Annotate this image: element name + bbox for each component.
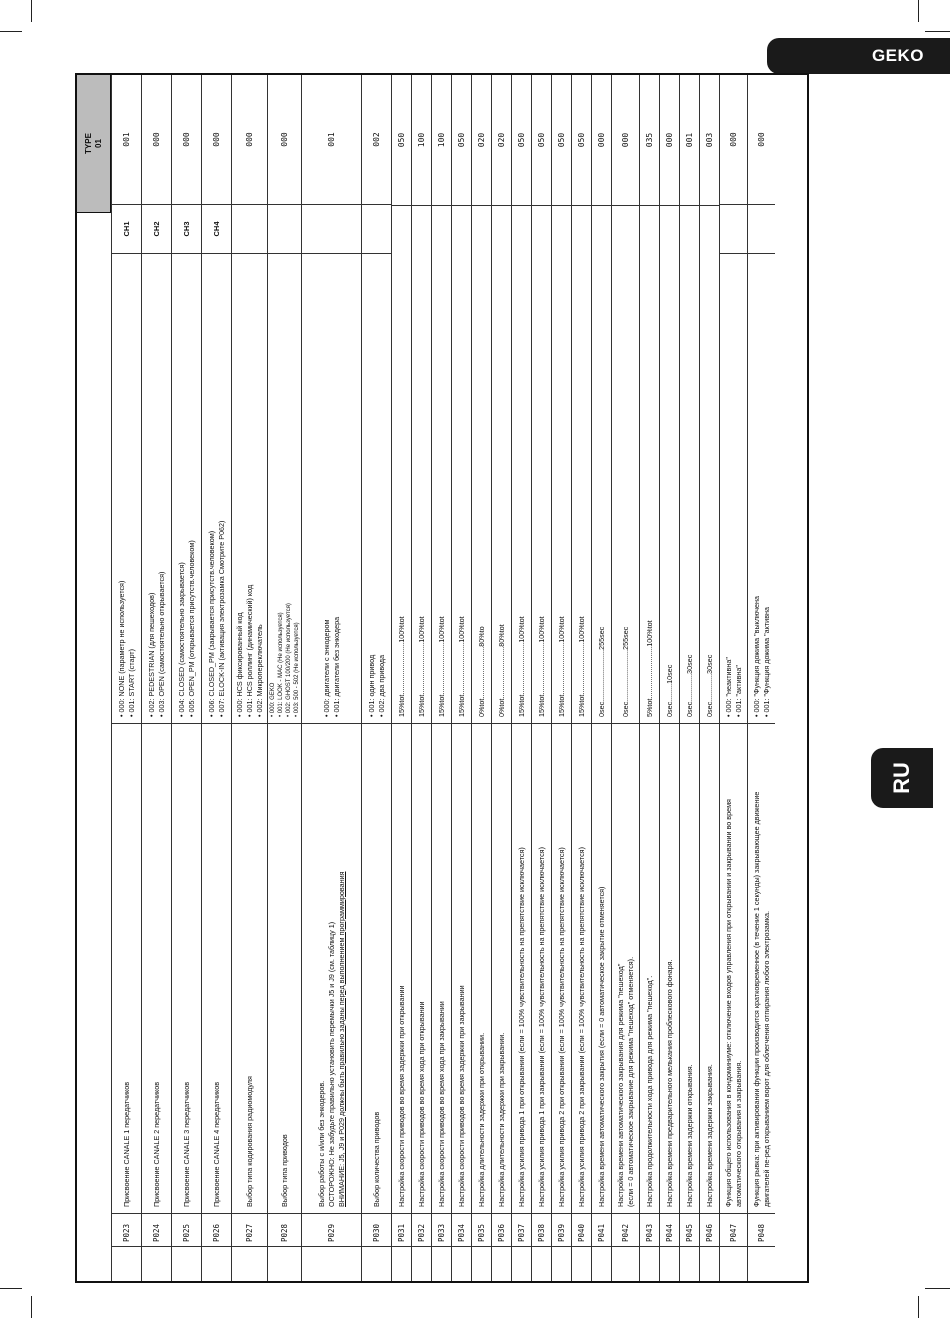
parameter-options bbox=[720, 253, 747, 723]
crop-mark bbox=[918, 0, 919, 22]
header-blank bbox=[77, 213, 111, 1281]
parameter-code: P037 bbox=[512, 1213, 531, 1246]
parameter-options bbox=[748, 253, 775, 723]
description-line: Функция общего использования в кондоминиуме: отключение входов управления при открывании и закрывании во время bbox=[723, 799, 733, 1207]
default-value: 002 bbox=[371, 132, 381, 147]
language-tab bbox=[871, 748, 933, 808]
crop-mark bbox=[0, 1288, 22, 1289]
description-line: Настройка усилия привода 1 при открывании (если = 100% чувствительность на препятствие исключается) bbox=[516, 847, 526, 1207]
parameter-description bbox=[512, 723, 531, 1213]
table-row bbox=[511, 75, 531, 1281]
table-row bbox=[591, 75, 611, 1281]
row-spacer bbox=[680, 1246, 699, 1281]
parameter-description bbox=[172, 723, 201, 1213]
crop-mark bbox=[31, 0, 32, 22]
crop-mark bbox=[31, 1296, 32, 1318]
table-row bbox=[301, 75, 361, 1281]
option-line: • 000: двигатели с энкодером bbox=[322, 260, 332, 717]
option-line: • 006: CLOSED_PM (закрывается присутств.человеком) bbox=[207, 260, 217, 717]
option-line: • 000: "неактивна" bbox=[724, 260, 734, 717]
channel-label bbox=[302, 204, 361, 253]
default-value: 000 bbox=[151, 132, 161, 147]
row-spacer bbox=[748, 1246, 775, 1281]
row-spacer bbox=[172, 1246, 201, 1281]
row-spacer bbox=[112, 1246, 141, 1281]
channel-label: CH1 bbox=[112, 204, 141, 253]
parameter-range bbox=[452, 205, 471, 723]
range-text: 15%tot..........................100%tot bbox=[556, 616, 566, 717]
row-spacer bbox=[660, 1246, 679, 1281]
row-spacer bbox=[302, 1246, 361, 1281]
parameter-description bbox=[432, 723, 451, 1213]
language-label: RU bbox=[889, 762, 914, 794]
range-text: 5%tot..........................100%tot bbox=[644, 620, 654, 717]
range-text: 0%tot..........................80%to bbox=[476, 626, 486, 717]
default-value: 050 bbox=[396, 132, 406, 148]
table-header bbox=[77, 75, 111, 1281]
channel-label: CH2 bbox=[142, 204, 171, 253]
table-row bbox=[491, 75, 511, 1281]
parameter-code: P041 bbox=[592, 1213, 611, 1246]
option-line: • 002: GHOST 100/200 (Не используется) bbox=[285, 260, 293, 717]
option-line: • 002: PEDESTRIAN (для пешеходов) bbox=[147, 260, 157, 717]
parameter-description bbox=[268, 723, 301, 1213]
default-value: 000 bbox=[279, 132, 289, 147]
range-text: 15%tot..........................100%tot bbox=[536, 616, 546, 717]
row-spacer bbox=[412, 1246, 431, 1281]
option-line: • 000: NONE (параметр не используется) bbox=[117, 260, 127, 717]
parameter-range bbox=[660, 205, 679, 723]
table-row bbox=[111, 75, 141, 1281]
parameter-code: P031 bbox=[392, 1213, 411, 1246]
table-row bbox=[719, 75, 747, 1281]
parameter-code: P047 bbox=[720, 1213, 747, 1246]
parameter-description bbox=[362, 723, 391, 1213]
option-line: • 001: LOOK - MAC (Не используется) bbox=[277, 260, 285, 717]
default-value: 003 bbox=[704, 132, 714, 148]
table-row bbox=[267, 75, 301, 1281]
parameter-description bbox=[748, 723, 775, 1213]
row-spacer bbox=[720, 1246, 747, 1281]
type-header bbox=[77, 75, 111, 213]
table-row bbox=[699, 75, 719, 1281]
description-line: двигателей пе-ред открыванием ворот для облегчения отпирания любого электрозамка. bbox=[761, 911, 771, 1207]
option-line: • 002: Микропереключатель bbox=[255, 260, 265, 717]
description-line: Настройка скорости приводов во время задержки при закрывании bbox=[456, 985, 466, 1207]
channel-label bbox=[748, 204, 775, 253]
parameter-options bbox=[202, 253, 231, 723]
parameter-code: P023 bbox=[112, 1213, 141, 1246]
description-line: Настройка времени автоматического закрывания для режима "пешеход" bbox=[615, 963, 625, 1207]
parameter-range bbox=[432, 205, 451, 723]
row-spacer bbox=[142, 1246, 171, 1281]
option-line: • 001: HCS роллинг (динамический) код bbox=[245, 260, 255, 717]
parameter-description bbox=[232, 723, 267, 1213]
parameter-description bbox=[202, 723, 231, 1213]
type-value: 01 bbox=[93, 139, 103, 148]
row-spacer bbox=[700, 1246, 719, 1281]
parameter-description bbox=[640, 723, 659, 1213]
parameter-description bbox=[552, 723, 571, 1213]
table-row bbox=[361, 75, 391, 1281]
description-line: Настройка скорости приводов во время задержки при открывании bbox=[396, 985, 406, 1207]
description-line: Присвоение CANALE 3 передатчиков bbox=[181, 1081, 191, 1207]
description-line: Настройка времени автоматического закрытия (если = 0 автоматическое закрытие отменяется) bbox=[596, 886, 606, 1207]
range-text: 0sec..........................255sec bbox=[596, 626, 606, 717]
brand-tab bbox=[767, 38, 950, 74]
parameter-description bbox=[492, 723, 511, 1213]
table-row bbox=[551, 75, 571, 1281]
row-spacer bbox=[640, 1246, 659, 1281]
parameter-code: P048 bbox=[748, 1213, 775, 1246]
parameter-code: P029 bbox=[302, 1213, 361, 1246]
parameter-description bbox=[532, 723, 551, 1213]
default-value: 000 bbox=[181, 132, 191, 147]
parameter-options bbox=[172, 253, 201, 723]
description-line: ОСТОРОЖНО: Не забудьте правильно установить перемычки J5 и J9 (см. таблицу 1) bbox=[326, 921, 336, 1207]
parameter-code: P034 bbox=[452, 1213, 471, 1246]
parameter-code: P024 bbox=[142, 1213, 171, 1246]
description-line: ВНИМАНИЕ: J5, J9 и P029 должны быть правильно заданы перед выполнением программирования bbox=[336, 871, 346, 1207]
description-line: Присвоение CANALE 4 передатчиков bbox=[211, 1081, 221, 1207]
row-spacer bbox=[512, 1246, 531, 1281]
table-row bbox=[679, 75, 699, 1281]
parameter-description bbox=[412, 723, 431, 1213]
parameter-range bbox=[492, 205, 511, 723]
description-line: Настройка скорости приводов во время хода при закрывании bbox=[436, 1001, 446, 1207]
row-spacer bbox=[592, 1246, 611, 1281]
row-spacer bbox=[232, 1246, 267, 1281]
row-spacer bbox=[552, 1246, 571, 1281]
parameter-code: P026 bbox=[202, 1213, 231, 1246]
parameter-options bbox=[142, 253, 171, 723]
range-text: 15%tot..........................100%tot bbox=[436, 616, 446, 717]
default-value: 000 bbox=[596, 132, 606, 148]
parameter-description bbox=[392, 723, 411, 1213]
parameter-code: P040 bbox=[572, 1213, 591, 1246]
row-spacer bbox=[612, 1246, 639, 1281]
default-value: 050 bbox=[556, 132, 566, 148]
row-spacer bbox=[452, 1246, 471, 1281]
description-line: Настройка длительности задержки при закрывании. bbox=[496, 1032, 506, 1207]
option-line: • 000: HCS фиксированный код bbox=[235, 260, 245, 717]
parameter-code: P046 bbox=[700, 1213, 719, 1246]
option-line: • 000: "Функция дожима "выключена bbox=[752, 260, 762, 717]
default-value: 001 bbox=[121, 132, 131, 147]
parameter-options bbox=[112, 253, 141, 723]
option-line: • 007: ELOCK-IN (активация электрозамка Смотрите P062) bbox=[217, 260, 227, 717]
option-line: • 001: "активна" bbox=[734, 260, 744, 717]
default-value: 001 bbox=[326, 132, 336, 147]
parameter-options bbox=[362, 253, 391, 723]
description-line: Настройка времени задержки закрывания. bbox=[704, 1064, 714, 1207]
table-row bbox=[747, 75, 775, 1281]
parameter-range bbox=[572, 205, 591, 723]
row-spacer bbox=[268, 1246, 301, 1281]
range-text: 15%tot..........................100%tot bbox=[516, 616, 526, 717]
parameter-table-wrapper bbox=[75, 73, 809, 1283]
description-line: Настройка времени предварительного мелькания проблескового фонаря. bbox=[664, 959, 674, 1207]
row-spacer bbox=[472, 1246, 491, 1281]
table-row bbox=[201, 75, 231, 1281]
parameter-code: P027 bbox=[232, 1213, 267, 1246]
row-spacer bbox=[362, 1246, 391, 1281]
parameter-options bbox=[302, 253, 361, 723]
parameter-description bbox=[452, 723, 471, 1213]
option-line: • 004: CLOSED (самостоятельно закрывается) bbox=[177, 260, 187, 717]
table-row bbox=[231, 75, 267, 1281]
default-value: 000 bbox=[620, 132, 630, 148]
table-row bbox=[611, 75, 639, 1281]
parameter-range bbox=[392, 205, 411, 723]
parameter-code: P039 bbox=[552, 1213, 571, 1246]
default-value: 000 bbox=[728, 132, 738, 147]
description-line: Выбор типа приводов bbox=[279, 1134, 289, 1207]
parameter-description bbox=[112, 723, 141, 1213]
range-text: 0sec.........10sec bbox=[664, 664, 674, 717]
parameter-code: P036 bbox=[492, 1213, 511, 1246]
parameter-range bbox=[412, 205, 431, 723]
default-value: 020 bbox=[476, 132, 486, 148]
table-row bbox=[471, 75, 491, 1281]
parameter-description bbox=[612, 723, 639, 1213]
range-text: 0sec..........................255sec bbox=[620, 626, 630, 717]
table-row bbox=[451, 75, 471, 1281]
default-value: 000 bbox=[211, 132, 221, 147]
table-row bbox=[431, 75, 451, 1281]
range-text: 0sec..............30sec bbox=[684, 654, 694, 717]
parameter-range bbox=[640, 205, 659, 723]
parameter-code: P025 bbox=[172, 1213, 201, 1246]
parameter-description bbox=[660, 723, 679, 1213]
table-row bbox=[639, 75, 659, 1281]
range-text: 0sec..............30sec bbox=[704, 654, 714, 717]
description-line: Выбор типа кодирования радиомодуля bbox=[244, 1076, 254, 1207]
table-body bbox=[111, 75, 775, 1281]
default-value: 050 bbox=[536, 132, 546, 148]
parameter-code: P043 bbox=[640, 1213, 659, 1246]
row-spacer bbox=[572, 1246, 591, 1281]
option-line: • 001: двигатели без энкодера bbox=[332, 260, 342, 717]
channel-label bbox=[268, 204, 301, 253]
default-value: 100 bbox=[436, 132, 446, 148]
default-value: 050 bbox=[576, 132, 586, 148]
parameter-code: P045 bbox=[680, 1213, 699, 1246]
crop-mark bbox=[925, 1288, 950, 1289]
row-spacer bbox=[432, 1246, 451, 1281]
range-text: 15%tot..........................100%tot bbox=[456, 616, 466, 717]
parameter-code: P044 bbox=[660, 1213, 679, 1246]
description-line: Настройка усилия привода 2 при открывании (если = 100% чувствительность на препятствие исключается) bbox=[556, 847, 566, 1207]
description-line: Выбор работы с и/или без энкодеров. bbox=[316, 1080, 326, 1207]
range-text: 15%tot..........................100%tot bbox=[416, 616, 426, 717]
parameter-range bbox=[612, 205, 639, 723]
description-line: Настройка продолжительности хода привода для режима "пешеход". bbox=[644, 975, 654, 1207]
parameter-description bbox=[592, 723, 611, 1213]
option-line: • 001: "Функция дожима "активна bbox=[762, 260, 772, 717]
range-text: 15%tot..........................100%tot bbox=[396, 616, 406, 717]
description-line: Присвоение CANALE 2 передатчиков bbox=[151, 1081, 161, 1207]
option-line: • 001: START (старт) bbox=[127, 260, 137, 717]
parameter-description bbox=[142, 723, 171, 1213]
option-line: • 005: OPEN_PM (открывается присутств.человеком) bbox=[187, 260, 197, 717]
default-value: 020 bbox=[496, 132, 506, 148]
channel-label bbox=[362, 204, 391, 253]
parameter-options bbox=[268, 253, 301, 723]
parameter-description bbox=[720, 723, 747, 1213]
table-row bbox=[659, 75, 679, 1281]
channel-label bbox=[232, 204, 267, 253]
row-spacer bbox=[492, 1246, 511, 1281]
range-text: 15%tot..........................100%tot bbox=[576, 616, 586, 717]
parameter-code: P038 bbox=[532, 1213, 551, 1246]
parameter-table bbox=[75, 73, 809, 1283]
range-text: 0%tot..........................80%tot bbox=[496, 624, 506, 717]
description-line: автоматического открывания и закрывания. bbox=[733, 1060, 743, 1207]
type-label: TYPE bbox=[83, 133, 93, 154]
description-line: (если = 0 автоматическое закрывание для режима "пешеход" отменяется). bbox=[625, 956, 635, 1207]
parameter-description bbox=[302, 723, 361, 1213]
description-line: Настройка усилия привода 2 при закрывании (если = 100% чувствительность на препятствие исключается) bbox=[576, 847, 586, 1207]
parameter-range bbox=[532, 205, 551, 723]
parameter-range bbox=[700, 205, 719, 723]
row-spacer bbox=[392, 1246, 411, 1281]
crop-mark bbox=[918, 1296, 919, 1318]
option-line: • 003: OPEN (самостоятельно открывается) bbox=[157, 260, 167, 717]
parameter-description bbox=[572, 723, 591, 1213]
table-row bbox=[391, 75, 411, 1281]
table-row bbox=[531, 75, 551, 1281]
default-value: 000 bbox=[244, 132, 254, 147]
row-spacer bbox=[202, 1246, 231, 1281]
option-line: • 000: GEKO bbox=[269, 260, 277, 717]
channel-label: CH3 bbox=[172, 204, 201, 253]
description-line: Выбор количества приводов bbox=[371, 1111, 381, 1207]
channel-label bbox=[720, 204, 747, 253]
parameter-range bbox=[592, 205, 611, 723]
brand-label: GEKO bbox=[871, 46, 924, 65]
parameter-description bbox=[472, 723, 491, 1213]
parameter-options bbox=[232, 253, 267, 723]
row-spacer bbox=[532, 1246, 551, 1281]
description-line: Настройка скорости приводов во время хода при открывании bbox=[416, 1001, 426, 1207]
default-value: 050 bbox=[456, 132, 466, 148]
parameter-range bbox=[680, 205, 699, 723]
description-line: Присвоение CANALE 1 передатчиков bbox=[121, 1081, 131, 1207]
description-line: Настройка длительности задержки при открывании. bbox=[476, 1032, 486, 1207]
parameter-code: P035 bbox=[472, 1213, 491, 1246]
parameter-range bbox=[552, 205, 571, 723]
default-value: 050 bbox=[516, 132, 526, 148]
option-line: • 003: 500 - 502 (Не используется) bbox=[293, 260, 301, 717]
option-line: • 001: один привод bbox=[367, 260, 377, 717]
parameter-range bbox=[472, 205, 491, 723]
channel-label: CH4 bbox=[202, 204, 231, 253]
default-value: 000 bbox=[664, 132, 674, 148]
table-row bbox=[411, 75, 431, 1281]
crop-mark bbox=[0, 31, 22, 32]
parameter-range bbox=[512, 205, 531, 723]
table-row bbox=[141, 75, 171, 1281]
default-value: 001 bbox=[684, 132, 694, 148]
crop-mark bbox=[925, 31, 950, 32]
parameter-description bbox=[700, 723, 719, 1213]
table-row bbox=[571, 75, 591, 1281]
description-line: Настройка усилия привода 1 при закрывании (если = 100% чувствительность на препятствие исключается) bbox=[536, 847, 546, 1207]
default-value: 035 bbox=[644, 132, 654, 148]
parameter-code: P030 bbox=[362, 1213, 391, 1246]
table-row bbox=[171, 75, 201, 1281]
parameter-code: P042 bbox=[612, 1213, 639, 1246]
parameter-code: P033 bbox=[432, 1213, 451, 1246]
default-value: 000 bbox=[756, 132, 766, 147]
parameter-description bbox=[680, 723, 699, 1213]
description-line: Функция рывка: при активировании функции производится кратковременное (в течение 1 секунды) закрывающее движение bbox=[751, 791, 761, 1207]
parameter-code: P028 bbox=[268, 1213, 301, 1246]
description-line: Настройка времени задержки открывания. bbox=[684, 1064, 694, 1207]
parameter-code: P032 bbox=[412, 1213, 431, 1246]
default-value: 100 bbox=[416, 132, 426, 148]
option-line: • 002: два привода bbox=[377, 260, 387, 717]
